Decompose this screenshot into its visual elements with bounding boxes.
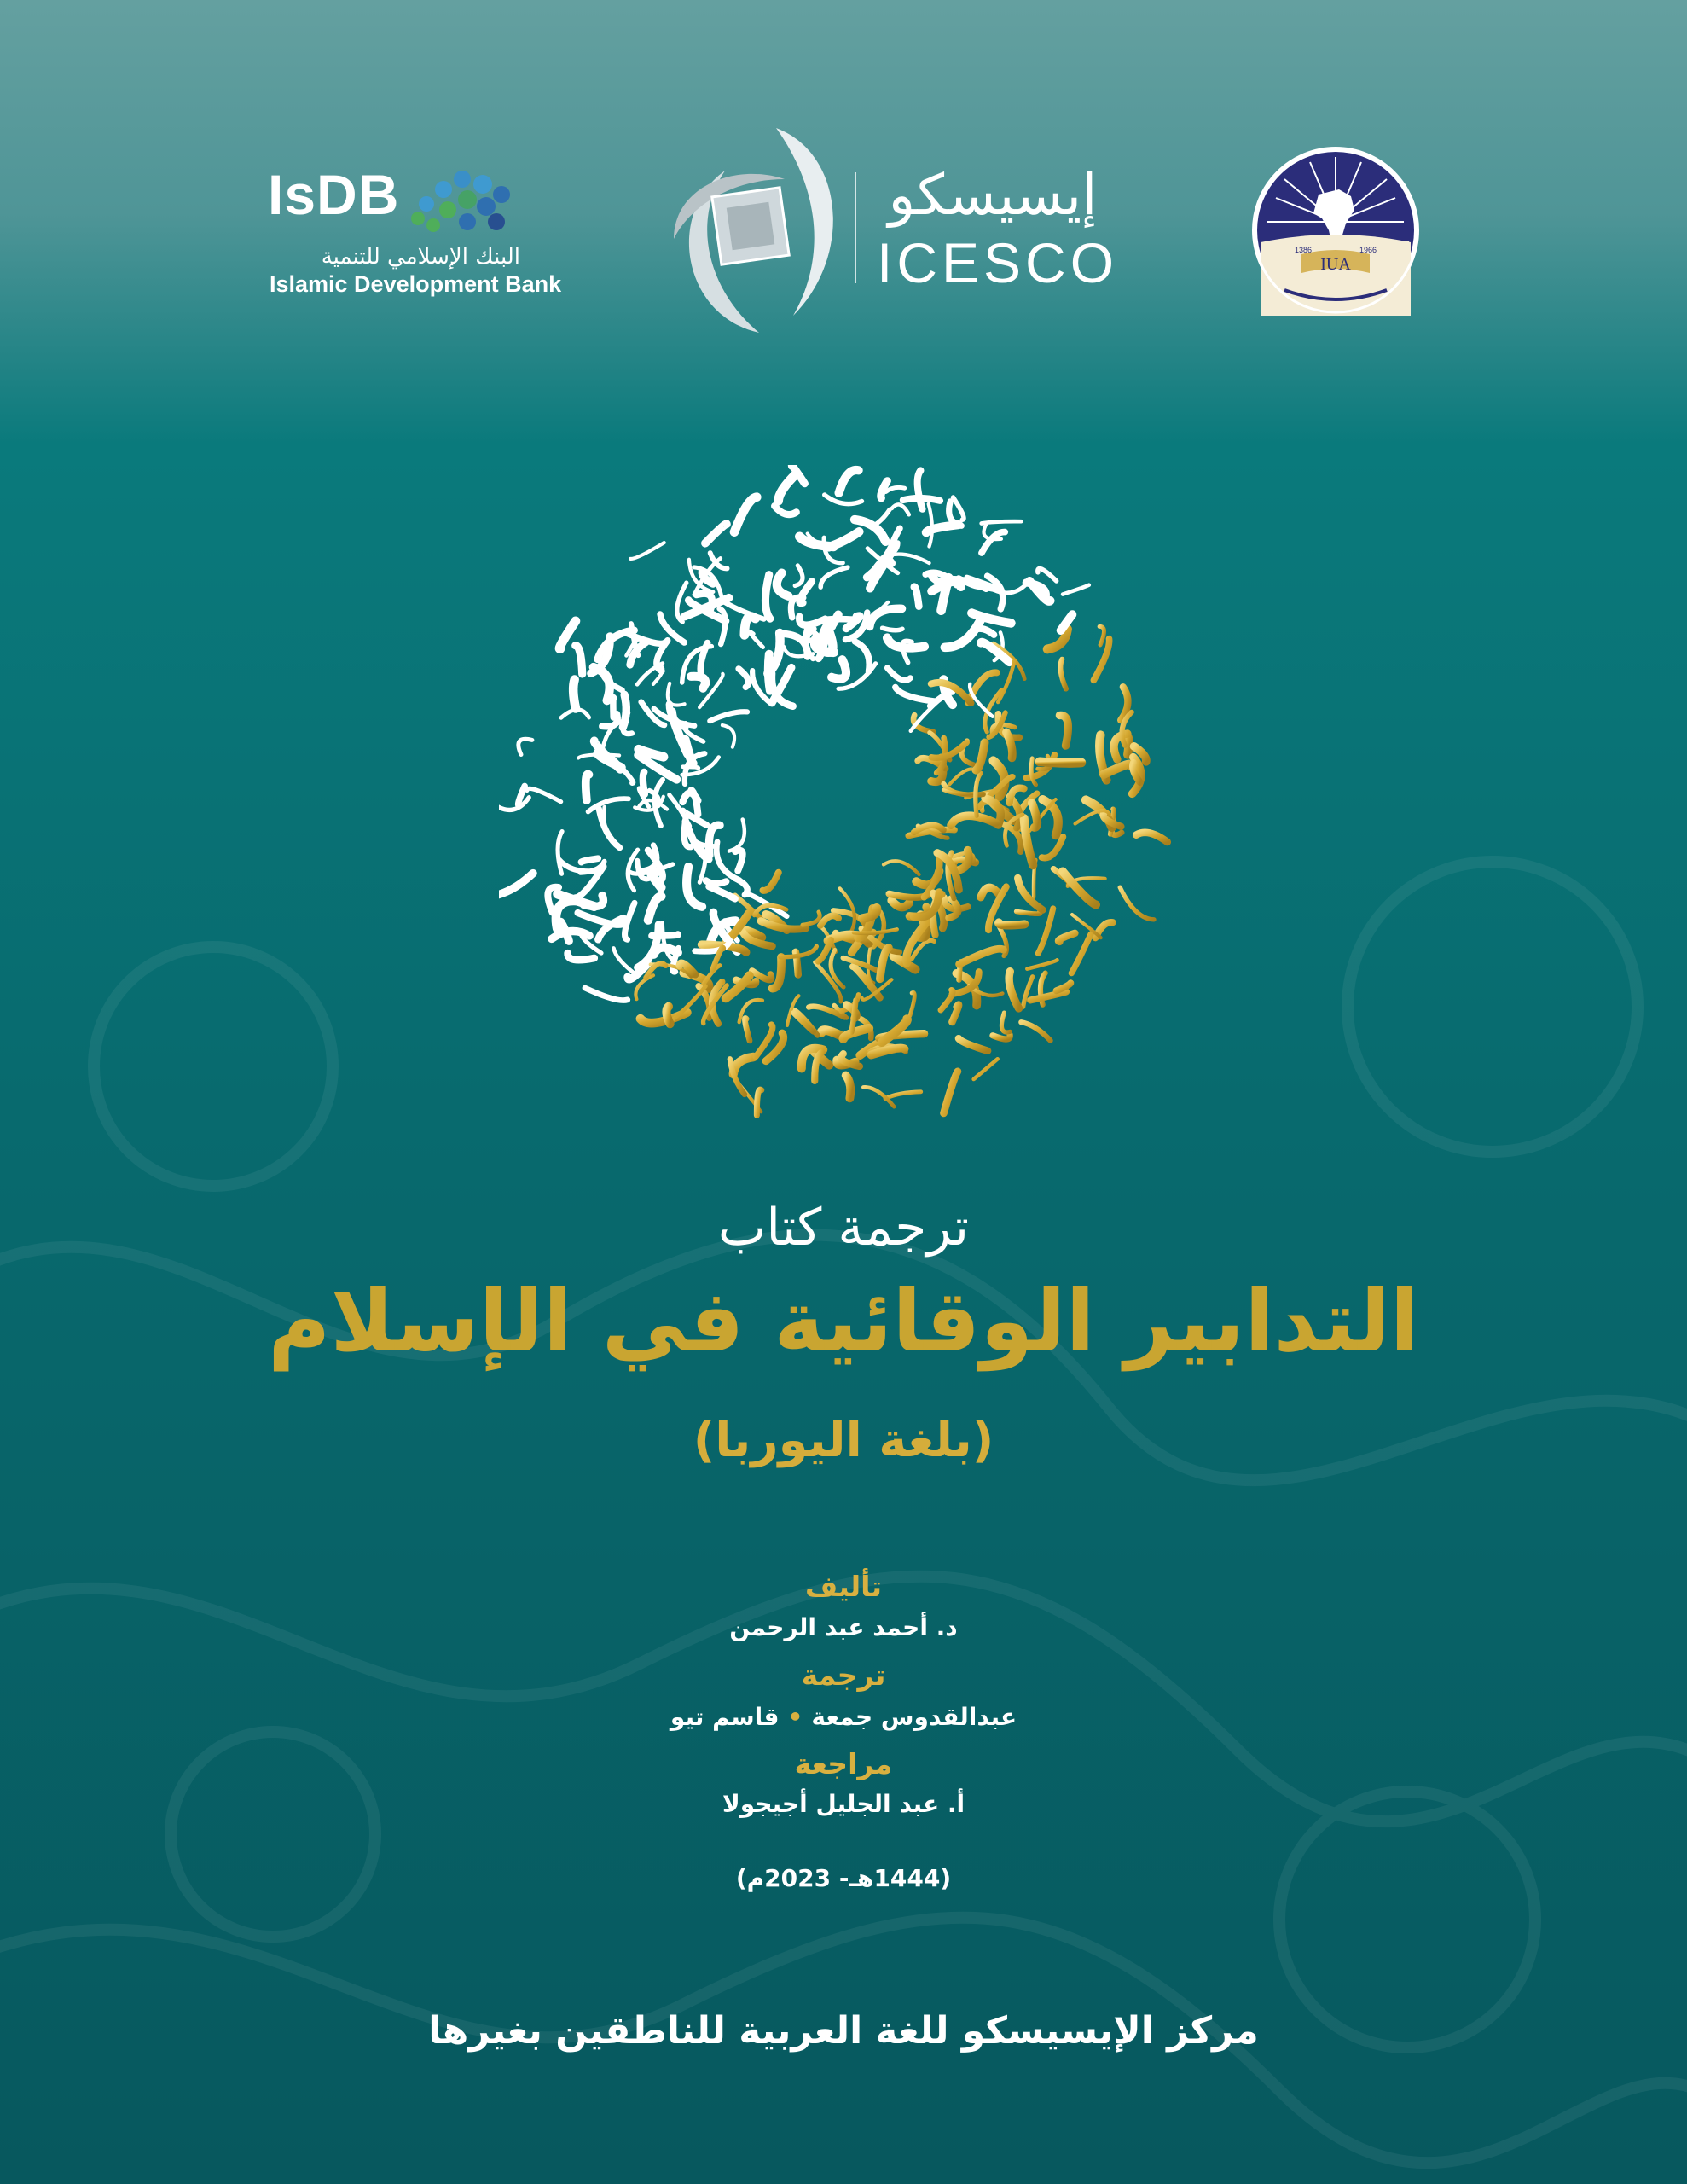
iua-emblem-text: IUA [1320,255,1351,274]
calligraphy-stroke [981,887,1000,897]
calligraphy-stroke [885,1092,921,1099]
calligraphy-stroke [499,874,533,896]
isdb-wordmark: IsDB [268,163,400,226]
calligraphy-stroke [705,524,727,543]
calligraphy-stroke [638,925,659,967]
calligraphy-stroke [586,775,589,801]
calligraphy-stroke [1136,833,1168,842]
icesco-logo [657,119,1117,341]
calligraphy-stroke [884,861,919,874]
calligraphy-stroke [951,816,995,825]
calligraphy-stroke [1059,715,1068,746]
translators [0,1703,1687,1731]
calligraphy-stroke [1021,1022,1050,1040]
calligraphy-stroke [892,504,909,514]
calligraphy-stroke [993,1035,1010,1039]
calligraphy-stroke [519,739,532,754]
calligraphy-stroke [765,575,769,619]
iua-logo [1250,145,1421,316]
book-title: التدابير الوقائية في الإسلام [268,1271,1419,1371]
calligraphy-stroke [959,949,1004,964]
calligraphy-stroke [710,712,747,721]
calligraphy-stroke [588,799,629,811]
calligraphy-stroke [691,677,705,688]
calligraphy-stroke [733,1057,754,1074]
title-prefix: ترجمة كتاب [717,1198,970,1258]
calligraphy-stroke [614,948,638,975]
calligraphy-stroke [777,573,789,596]
isdb-globe-icon [401,166,512,242]
calligraphy-stroke [872,509,890,526]
calligraphy-stroke [959,1038,988,1051]
calligraphy-stroke [648,897,662,921]
calligraphy-stroke [585,988,628,1000]
calligraphy-stroke [886,487,905,491]
calligraphy-stroke [799,617,825,625]
isdb-english-name: Islamic Development Bank [270,271,562,297]
calligraphy-stroke [1027,960,1057,968]
calligraphy-stroke [795,566,803,586]
calligraphy-stroke [839,470,859,493]
calligraphy-stroke [1060,659,1065,689]
calligraphy-stroke [729,820,745,851]
calligraphy-stroke [887,668,910,681]
calligraphy-stroke [599,809,619,848]
calligraphy-stroke [739,669,749,688]
calligraphy-stroke [643,772,645,794]
calligraphy-stroke [880,948,889,979]
calligraphy-stroke [918,471,923,509]
calligraphy-stroke [832,659,846,678]
calligraphy-stroke [1030,992,1066,1001]
author-name: د. أحمد عبد الرحمن [729,1613,958,1641]
calligraphy-stroke [998,660,1014,702]
calligraphy-stroke [779,473,797,501]
translator-2: قاسم تيو [670,1703,780,1731]
calligraphy-stroke [803,912,820,925]
calligraphy-stroke [558,832,562,874]
calligraphy-stroke [944,1072,958,1113]
calligraphy-stroke [976,743,984,770]
calligraphy-stroke [881,481,887,498]
icesco-english-name: ICESCO [877,231,1119,294]
calligraphy-stroke [1042,837,1064,858]
calligraphy-stroke [685,740,693,764]
calligraphy-stroke [745,1018,750,1040]
reviewer-name: أ. عبد الجليل أجيجولا [722,1790,965,1818]
calligraphy-stroke [1120,887,1154,920]
calligraphy-stroke [527,788,561,801]
calligraphy-stroke [870,608,902,626]
calligraphy-stroke [1099,626,1104,645]
calligraphy-stroke [750,632,762,648]
calligraphy-stroke [722,725,734,747]
calligraphy-stroke [1104,764,1129,775]
calligraphy-stroke [568,953,594,960]
calligraphy-stroke [914,587,919,607]
calligraphy-stroke [1001,1013,1010,1032]
calligraphy-stroke [734,878,747,895]
calligraphy-stroke [846,1076,851,1099]
calligraphy-stroke [499,798,529,810]
icesco-emblem-icon [657,119,861,341]
calligraphy-ring-illustration [499,465,1181,1122]
calligraphy-stroke [735,851,743,871]
publisher-name: مركز الإيسيسكو للغة العربية للناطقين بغيرها [428,2009,1259,2053]
calligraphy-stroke [1071,934,1091,973]
calligraphy-stroke [666,1007,670,1024]
calligraphy-stroke [883,628,902,630]
calligraphy-stroke [820,567,848,587]
calligraphy-stroke [1017,911,1041,914]
calligraphy-stroke [561,710,589,718]
calligraphy-stroke [1038,568,1057,581]
isdb-arabic-name: البنك الإسلامي للتنمية [321,244,520,270]
calligraphy-stroke [706,880,727,883]
iua-year-right: 1966 [1359,246,1377,254]
calligraphy-stroke [630,543,664,559]
calligraphy-stroke [1040,762,1081,764]
translator-separator-dot: • [787,1703,803,1731]
translator-1: عبدالقدوس جمعة [811,1703,1017,1731]
calligraphy-stroke [774,506,797,514]
calligraphy-stroke [941,990,953,1010]
calligraphy-stroke [756,1025,773,1057]
calligraphy-stroke [734,497,757,532]
calligraphy-stroke [1017,878,1042,909]
calligraphy-stroke [683,767,699,769]
translation-label: ترجمة [801,1658,886,1692]
calligraphy-stroke [1032,803,1037,828]
iua-year-left: 1386 [1294,246,1313,254]
calligraphy-stroke [1006,732,1012,758]
calligraphy-stroke [855,642,869,671]
calligraphy-stroke [687,867,702,907]
calligraphy-stroke [820,915,838,926]
calligraphy-stroke [1009,972,1018,1008]
calligraphy-stroke [825,495,862,504]
calligraphy-stroke [910,992,914,1015]
calligraphy-stroke [999,922,1024,925]
calligraphy-stroke [576,646,583,674]
calligraphy-stroke [821,1030,841,1036]
calligraphy-stroke [896,688,935,702]
isdb-logo [256,162,562,307]
calligraphy-stroke [872,1048,905,1055]
calligraphy-stroke [1063,585,1089,595]
calligraphy-stroke [891,900,909,907]
author-label: تأليف [805,1570,882,1603]
calligraphy-stroke [945,619,982,648]
calligraphy-stroke [573,680,576,709]
review-label: مراجعة [794,1747,893,1780]
calligraphy-stroke [709,886,735,898]
calligraphy-stroke [954,497,965,520]
calligraphy-stroke [844,1028,869,1039]
calligraphy-stroke [692,790,699,815]
calligraphy-stroke [582,858,599,862]
calligraphy-stroke [952,1005,959,1022]
publication-date: (1444هـ- 2023م) [735,1864,952,1892]
icesco-arabic-name: إيسيسكو [888,162,1098,228]
calligraphy-stroke [720,609,726,645]
calligraphy-stroke [637,664,663,685]
book-subtitle: (بلغة اليوربا) [693,1413,994,1468]
calligraphy-stroke [815,1053,821,1081]
calligraphy-stroke [763,873,779,891]
calligraphy-stroke [982,521,1022,523]
calligraphy-stroke [1058,933,1075,942]
calligraphy-stroke [613,698,614,717]
calligraphy-stroke [773,957,782,989]
icesco-divider [855,172,856,283]
calligraphy-stroke [974,1059,998,1079]
